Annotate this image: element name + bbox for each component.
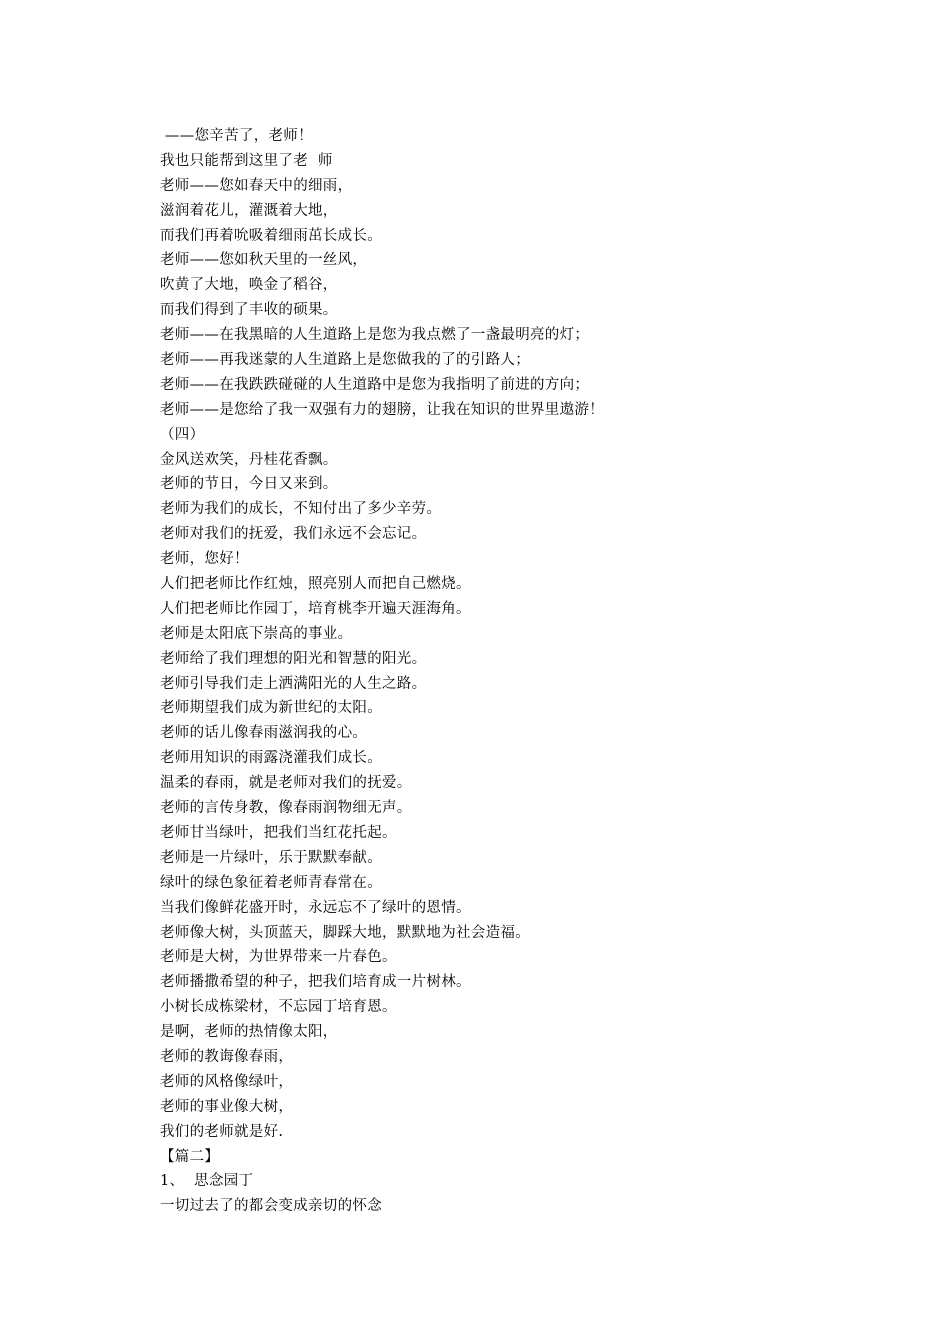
text-line: 老师的话儿像春雨滋润我的心。 xyxy=(160,725,368,742)
numbered-heading: 1、 思念园丁 xyxy=(160,1173,254,1190)
text-line: 而我们得到了丰收的硕果。 xyxy=(160,302,338,319)
text-line: 小树长成栋梁材，不忘园丁培育恩。 xyxy=(160,999,397,1016)
text-line: 老师的节日，今日又来到。 xyxy=(160,476,338,493)
text-line: 人们把老师比作红烛，照亮别人而把自己燃烧。 xyxy=(160,576,471,593)
text-line: 老师是太阳底下崇高的事业。 xyxy=(160,625,353,642)
text-line: 一切过去了的都会变成亲切的怀念 xyxy=(160,1198,382,1215)
text-line: 老师——是您给了我一双强有力的翅膀，让我在知识的世界里遨游！ xyxy=(160,401,604,418)
text-line: 吹黄了大地，唤金了稻谷， xyxy=(160,277,338,294)
text-line: 是啊，老师的热情像太阳， xyxy=(160,1024,338,1041)
text-line: 老师是大树，为世界带来一片春色。 xyxy=(160,949,397,966)
text-line: 老师为我们的成长，不知付出了多少辛劳。 xyxy=(160,501,442,518)
text-line: 老师——在我黑暗的人生道路上是您为我点燃了一盏最明亮的灯； xyxy=(160,327,590,344)
document-body xyxy=(160,124,880,1219)
text-line: ——您辛苦了，老师！ xyxy=(160,128,313,144)
text-line: 老师的教诲像春雨， xyxy=(160,1048,294,1065)
text-line: 老师——再我迷蒙的人生道路上是您做我的了的引路人； xyxy=(160,352,530,369)
text-line: 老师甘当绿叶，把我们当红花托起。 xyxy=(160,824,397,841)
text-line: 而我们再着吮吸着细雨茁长成长。 xyxy=(160,227,382,244)
text-line: 老师——您如春天中的细雨， xyxy=(160,177,353,194)
text-line: 绿叶的绿色象征着老师青春常在。 xyxy=(160,874,382,891)
text-line: 人们把老师比作园丁，培育桃李开遍天涯海角。 xyxy=(160,600,471,617)
section-heading: （四） xyxy=(160,426,205,443)
text-line: 老师引导我们走上洒满阳光的人生之路。 xyxy=(160,675,427,692)
text-line: 老师对我们的抚爱，我们永远不会忘记。 xyxy=(160,526,427,543)
text-line: 老师播撒希望的种子，把我们培育成一片树林。 xyxy=(160,974,471,991)
text-line: 老师的言传身教，像春雨润物细无声。 xyxy=(160,800,412,817)
text-line: 老师——在我跌跌碰碰的人生道路中是您为我指明了前进的方向； xyxy=(160,376,590,393)
text-line: 滋润着花儿，灌溉着大地， xyxy=(160,202,338,219)
text-line: 老师期望我们成为新世纪的太阳。 xyxy=(160,700,382,717)
text-line: 老师给了我们理想的阳光和智慧的阳光。 xyxy=(160,650,427,667)
text-line: 老师是一片绿叶，乐于默默奉献。 xyxy=(160,849,382,866)
text-line: 老师的风格像绿叶， xyxy=(160,1073,294,1090)
text-line: 老师的事业像大树， xyxy=(160,1098,294,1115)
text-line: 老师像大树，头顶蓝天，脚踩大地，默默地为社会造福。 xyxy=(160,924,530,941)
section-heading: 【篇二】 xyxy=(160,1148,220,1165)
text-line: 我也只能帮到这里了老 师 xyxy=(160,152,333,169)
text-line: 我们的老师就是好. xyxy=(160,1123,284,1140)
text-line: 老师，您好！ xyxy=(160,551,249,568)
text-line: 当我们像鲜花盛开时，永远忘不了绿叶的恩情。 xyxy=(160,899,471,916)
text-line: 温柔的春雨，就是老师对我们的抚爱。 xyxy=(160,775,412,792)
text-line: 老师——您如秋天里的一丝风， xyxy=(160,252,368,269)
text-line: 金风送欢笑，丹桂花香飘。 xyxy=(160,451,338,468)
text-line: 老师用知识的雨露浇灌我们成长。 xyxy=(160,750,382,767)
